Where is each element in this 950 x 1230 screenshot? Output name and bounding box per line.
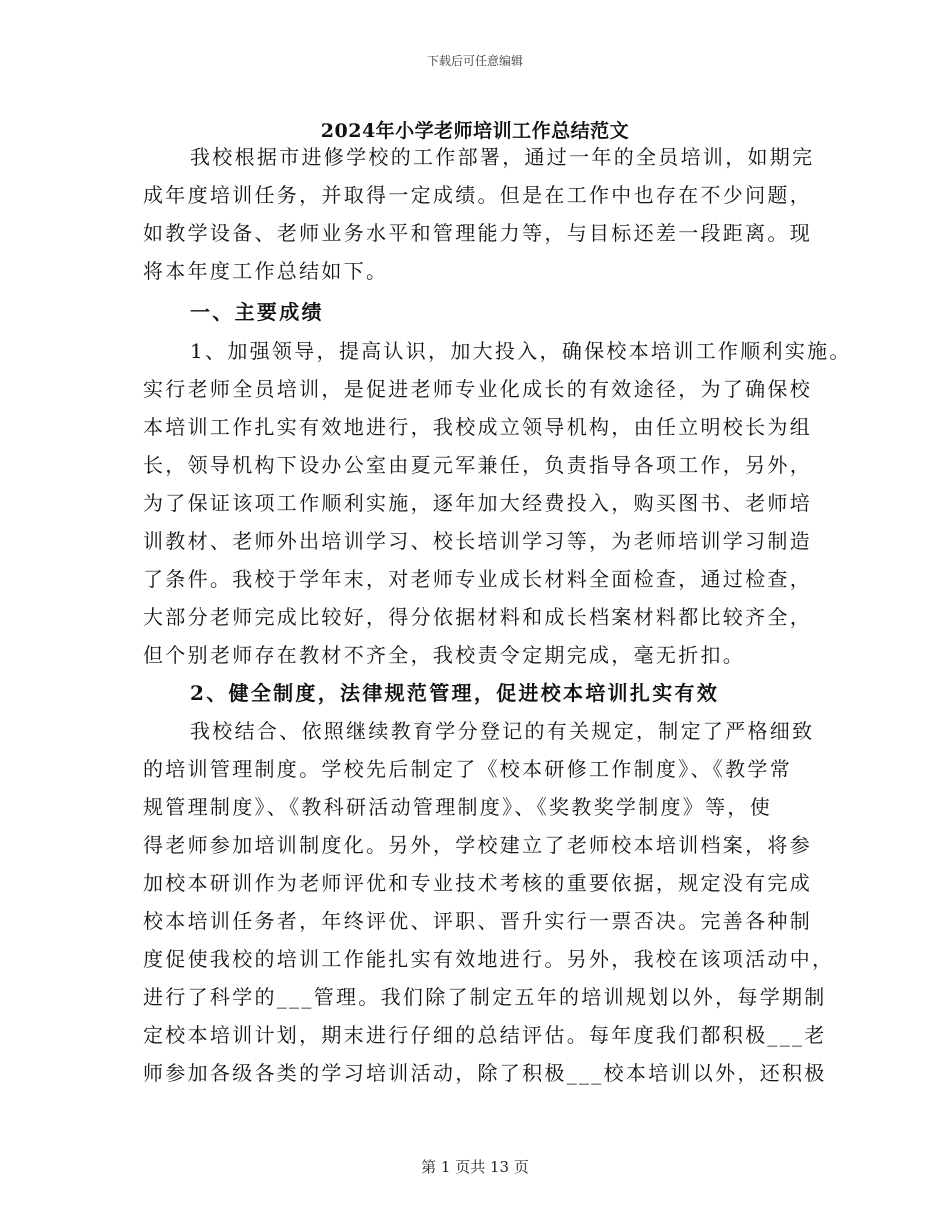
page-header: 下载后可任意编辑 xyxy=(426,54,523,68)
paragraph-line: 实行老师全员培训，是促进老师专业化成长的有效途径，为了确保校 xyxy=(143,377,812,401)
section-heading: 2、健全制度，法律规范管理，促进校本培训扎实有效 xyxy=(190,681,720,705)
paragraph-line: 1、加强领导，提高认识，加大投入，确保校本培训工作顺利实施。 xyxy=(190,339,852,363)
paragraph-line: 训教材、老师外出培训学习、校长培训学习等，为老师培训学习制造 xyxy=(143,529,812,553)
paragraph-line: 得老师参加培训制度化。另外，学校建立了老师校本培训档案，将参 xyxy=(143,833,812,857)
paragraph-line: 为了保证该项工作顺利实施，逐年加大经费投入，购买图书、老师培 xyxy=(143,491,812,515)
paragraph-line: 规管理制度》、《教科研活动管理制度》、《奖教奖学制度》等，使 xyxy=(143,795,772,819)
paragraph-line: 长，领导机构下设办公室由夏元军兼任，负责指导各项工作，另外， xyxy=(143,453,812,477)
paragraph-line: 定校本培训计划，期末进行仔细的总结评估。每年度我们都积极___老 xyxy=(143,1023,827,1047)
paragraph-line: 我校结合、依照继续教育学分登记的有关规定，制定了严格细致 xyxy=(190,719,815,743)
paragraph-line: 了条件。我校于学年末，对老师专业成长材料全面检查，通过检查， xyxy=(143,567,812,591)
paragraph-line: 如教学设备、老师业务水平和管理能力等，与目标还差一段距离。现 xyxy=(143,221,812,245)
paragraph-line: 进行了科学的___管理。我们除了制定五年的培训规划以外，每学期制 xyxy=(143,985,827,1009)
paragraph-line: 师参加各级各类的学习培训活动，除了积极___校本培训以外，还积极 xyxy=(143,1061,827,1085)
paragraph-line: 校本培训任务者，年终评优、评职、晋升实行一票否决。完善各种制 xyxy=(143,909,812,933)
paragraph-line: 本培训工作扎实有效地进行，我校成立领导机构，由任立明校长为组 xyxy=(143,415,812,439)
paragraph-line: 但个别老师存在教材不齐全，我校责令定期完成，毫无折扣。 xyxy=(143,643,746,667)
page-footer: 第 1 页共 13 页 xyxy=(421,1158,529,1176)
paragraph-line: 将本年度工作总结如下。 xyxy=(143,259,389,283)
paragraph-line: 加校本研训作为老师评优和专业技术考核的重要依据，规定没有完成 xyxy=(143,871,812,895)
paragraph-line: 度促使我校的培训工作能扎实有效地进行。另外，我校在该项活动中， xyxy=(143,947,835,971)
paragraph-line: 大部分老师完成比较好，得分依据材料和成长档案材料都比较齐全， xyxy=(143,605,812,629)
paragraph-line: 成年度培训任务，并取得一定成绩。但是在工作中也存在不少问题， xyxy=(143,183,812,207)
section-heading: 一、主要成绩 xyxy=(190,300,324,324)
document-title: 2024年小学老师培训工作总结范文 xyxy=(320,120,630,142)
paragraph-line: 的培训管理制度。学校先后制定了《校本研修工作制度》、《教学常 xyxy=(143,757,792,781)
paragraph-line: 我校根据市进修学校的工作部署，通过一年的全员培训，如期完 xyxy=(190,145,815,169)
